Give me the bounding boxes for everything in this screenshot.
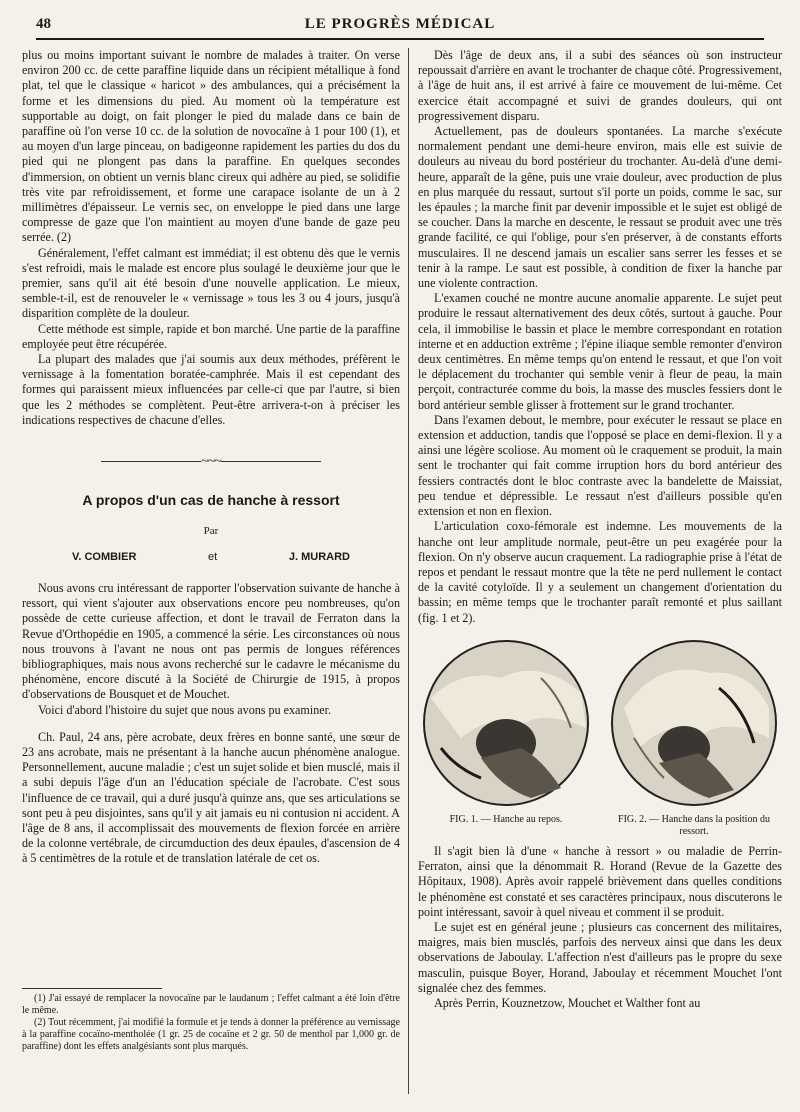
radiograph-figures	[418, 638, 782, 838]
paragraph: Dès l'âge de deux ans, il a subi des séances où son instructeur repoussait d'arrière en avant le trochanter de chaque côté. Progressivement, à l'âge de huit ans, il est arrivé à faire ce mouvement de lui-même. Cet exercice était accompagné et suivi de grandes douleurs, qui ont progressivement disparu.	[418, 48, 782, 123]
paragraph: Ch. Paul, 24 ans, père acrobate, deux frères en bonne santé, une sœur de 23 ans acrobate, mais ne présentant à la hanche aucun phénomène analogue. Personnellement, aucune maladie ; c'est un sujet solide et bien musclé, mais il a subi depuis l'âge d'un an l'éducation spéciale de l'acrobate. C'est sous l'influence de ce travail, qui a duré jusqu'à quinze ans, que ses articulations se sont peu à peu disjointes, sans qu'il y ait jamais eu ni contusion ni accident. A l'âge de 8 ans, il accomplissait des mouvements de flexion forcée en arrière de la colonne vertébrale, de circumduction des deux épaules, d'ascension de 4 à 5 centimètres de la rotule et de translation latérale de cet os.	[22, 729, 400, 866]
paragraph: Cette méthode est simple, rapide et bon marché. Une partie de la paraffine employée peut être récupérée.	[22, 321, 400, 351]
paragraph: Il s'agit bien là d'une « hanche à ressort » ou maladie de Perrin-Ferraton, ainsi que la dénommait R. Horand (Revue de la Gazette des Hôpitaux, 1908). Après avoir rappelé brièvement dans quelles conditions le phénomène est constaté et ses caractères principaux, nous discuterons le point intéressant, savoir à quel niveau et comment il se produit.	[418, 843, 782, 919]
paragraph: Le sujet est en général jeune ; plusieurs cas concernent des militaires, maigres, mais bien musclés, parfois des nerveux ainsi que dans les deux observations de Jaboulay. L'affection n'est d'ailleurs pas le propre du sexe masculin, puisque Boyer, Horand, Jaboulay et récemment Mouchet l'ont signalée chez des femmes.	[418, 919, 782, 995]
ornament-glyph: ~~~	[201, 454, 221, 470]
paragraph: Voici d'abord l'histoire du sujet que nous avons pu examiner.	[38, 702, 331, 717]
paragraph: plus ou moins important suivant le nombre de malades à traiter. On verse environ 200 cc. de cette paraffine liquide dans un récipient métallique à fond plat, tel que le classique « haricot » des ambulances, qui a précisément la forme et les dimensions du pied. Au moment où la température est supportable au doigt, on fait plonger le pied du malade dans ce bain de paraffine où l'on verse 10 cc. de la solution de novocaïne à 1 pour 100 (1), et au moyen d'un large pinceau, on badigeonne rapidement les parties du dos du pied qui ne plongent pas dans la paraffine. En quelques secondes d'immersion, on obtient un vernis blanc cireux qui adhère au pied, se solidifie très vite par refroidissement, et forme une carapace isolante de un à 2 millimètres d'épaisseur. Le vernis sec, on enveloppe le pied dans une large compresse de gaze que l'on maintient au moyen d'une bande de gaze peu serrée. (2)	[22, 48, 400, 245]
paragraph: Généralement, l'effet calmant est immédiat; il est obtenu dès que le vernis s'est refroidi, mais le malade est encore plus soulagé le deuxième jour que le premier, sans qu'il ait été besoin d'une nouvelle application. Le mieux, semble-t-il, est de renouveler le « vernissage » tous les 3 ou 4 jours, jusqu'à disparition complète de la douleur.	[22, 245, 400, 321]
figure-1	[418, 638, 594, 838]
author-combier: V. COMBIER	[72, 550, 137, 563]
paragraph: L'articulation coxo-fémorale est indemne. Les mouvements de la hanche ont leur amplitude normale, peut-être un peu exagérée pour la flexion. On n'y observe aucun craquement. La radiographie prise à l'état de repos et pendant le ressaut montre que la tête ne perd nullement le contact de la cavité cotyloïde. Il y a seulement un changement d'orientation du bassin; en même temps que le trochanter paraît remonté et plus saillant (fig. 1 et 2).	[418, 519, 782, 625]
authors-line	[22, 550, 400, 565]
left-column	[22, 48, 400, 1094]
right-column	[418, 48, 782, 1094]
paragraph: La plupart des malades que j'ai soumis aux deux méthodes, préfèrent le vernissage à la fomentation boratée-camphrée. Mais il est cependant des formes qui paraissent mieux influencées par celle-ci que par l'autre, si bien que les 2 méthodes se complètent. Peut-être arrivera-t-on à préciser les indications respectives de chacune d'elles.	[22, 352, 400, 427]
section-ornament	[22, 454, 400, 469]
by-label: Par	[203, 525, 219, 538]
author-separator: et	[208, 550, 218, 563]
page-header	[36, 14, 764, 40]
figure-1-caption: FIG. 1. — Hanche au repos.	[449, 813, 563, 825]
figure-2-caption: FIG. 2. — Hanche dans la position du ressort.	[618, 813, 770, 837]
footnote: (2) Tout récemment, j'ai modifié la formule et je tends à donner la préférence au vernissage à la paraffine cocaïno-mentholée (1 gr. 25 de cocaïne et 2 gr. 50 de menthol par 1,000 gr. de paraffine) dont les effets analgésiants sont plus marqués.	[22, 1017, 400, 1052]
page-number: 48	[36, 16, 51, 32]
footnotes	[22, 988, 400, 1053]
journal-title: LE PROGRÈS MÉDICAL	[304, 16, 496, 32]
paragraph: Après Perrin, Kouznetzow, Mouchet et Walther font au	[434, 995, 701, 1010]
paragraph: Nous avons cru intéressant de rapporter l'observation suivante de hanche à ressort, qui vient s'ajouter aux observations encore peu nombreuses, qu'on possède de cette curieuse affection, et dont le travail de Ferraton dans la Revue d'Orthopédie en 1905, a commencé la série. Les circonstances où nous nous trouvons à l'avant ne nous ont pas permis de longues références bibliographiques, mais nous avons recherché sur le cadavre le mécanisme du phénomène, encore discuté à la Société de Chirurgie de 1915, à propos d'observations de Bousquet et de Mouchet.	[22, 580, 400, 702]
article-title: A propos d'un cas de hanche à ressort	[82, 492, 340, 509]
author-murard: J. MURARD	[288, 550, 350, 563]
footnote: (1) J'ai essayé de remplacer la novocaïne par le laudanum ; l'effet calmant a été loin d'être le même.	[22, 993, 400, 1016]
paragraph: L'examen couché ne montre aucune anomalie apparente. Le sujet peut produire le ressaut alternativement des deux côtés, surtout à gauche. Pour cela, il immobilise le bassin et place le membre correspondant en rotation interne et en adduction extrême ; l'épine iliaque semble remonter d'environ deux centimètres. En même temps qu'on entend le ressaut, et que l'on voit le déplacement du trochanter qui semble venir à fleur de peau, la main perçoit, contracturée comme du bois, la masse des muscles fessiers dont le bord antérieur semble glisser à frottement sur le grand trochanter.	[418, 291, 782, 412]
paragraph: Actuellement, pas de douleurs spontanées. La marche s'exécute normalement pendant une demi-heure environ, mais elle est suivie de douleurs au niveau du bord postérieur du trochanter. Au-delà d'une demi-heure, apparaît de la gêne, puis une vraie douleur, avec production de plus en plus marquée du ressaut, surtout s'il porte un poids, comme le sac, sur les épaules ; la marche finit par devenir impossible et le sujet est obligé de se coucher. Dans la marche en descente, le ressaut se produit avec une très grande facilité, ce qui l'oblige, pour s'en préserver, à de constants efforts musculaires. Il ne descend jamais un escalier sans serrer les fesses et se tenir à la rampe. Le saut est possible, à condition de fixer la hanche par une violente contraction.	[418, 124, 782, 291]
paragraph: Dans l'examen debout, le membre, pour exécuter le ressaut se place en extension et adduction, tandis que l'opposé se place en demi-flexion. Il y a ainsi une légère scoliose. Au moment où le craquement se produit, la main sent le trochanter qui fait comme irruption hors du bord antérieur des fessiers contractés dont le bloc contraste avec la bandelette de Maissiat, peu tendue et dépressible. Le ressaut n'est d'ailleurs possible qu'en extension et non en flexion.	[418, 412, 782, 519]
radiograph-2-image	[609, 638, 779, 808]
radiograph-1-image	[421, 638, 591, 808]
column-divider	[408, 48, 409, 1094]
figure-2	[606, 638, 782, 838]
